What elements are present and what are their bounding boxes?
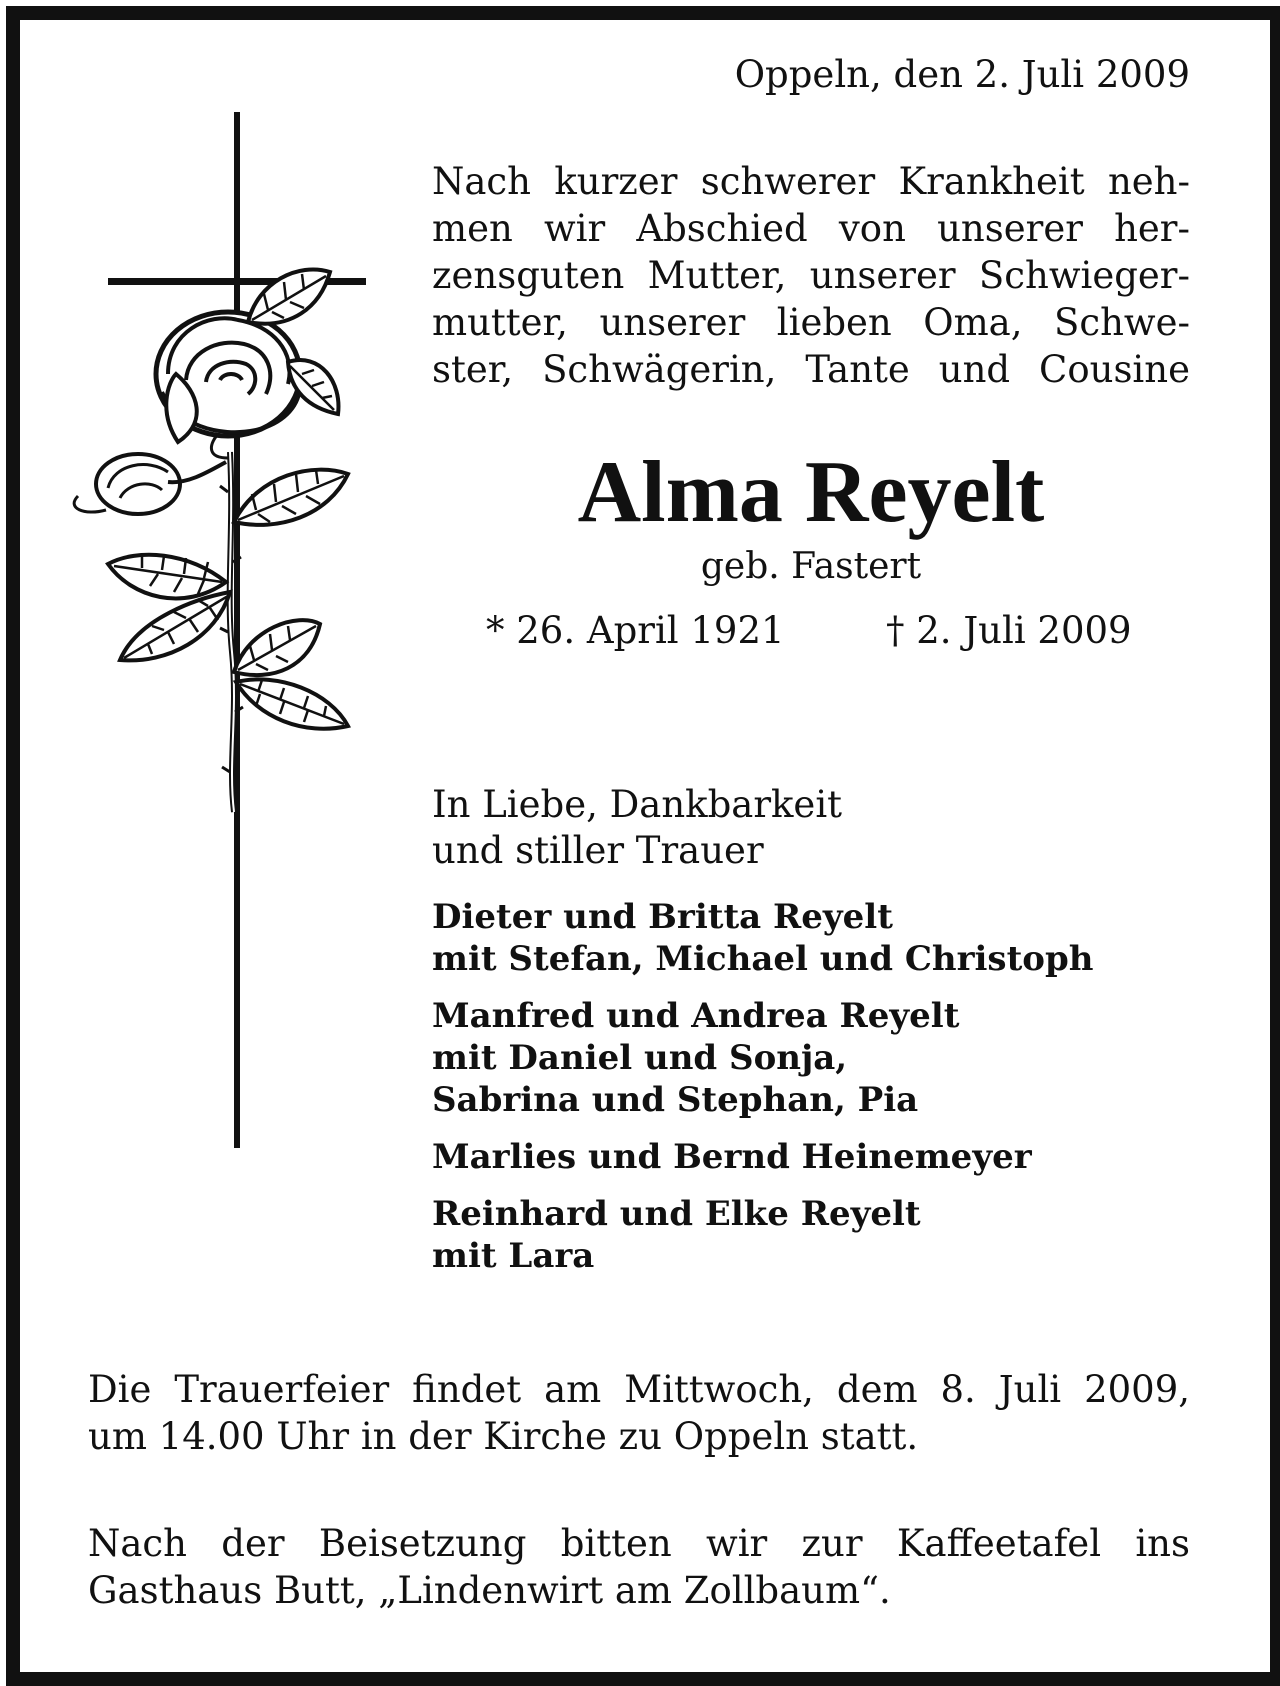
intro-line: Nach kurzer schwerer Krankheit neh-	[432, 160, 1190, 203]
mourner-line: Reinhard und Elke Reyelt	[432, 1194, 921, 1234]
service-info	[88, 1366, 1190, 1460]
reception-info	[88, 1520, 1190, 1614]
mourner-group	[432, 1136, 1093, 1178]
intro-line: mutter, unserer lieben Oma, Schwe-	[432, 301, 1190, 344]
death-date: † 2. Juli 2009	[886, 609, 1132, 652]
mourner-line: Manfred und Andrea Reyelt	[432, 996, 960, 1036]
rose-icon	[74, 269, 348, 812]
closing-text	[432, 782, 842, 874]
mourner-line: Sabrina und Stephan, Pia	[432, 1080, 919, 1120]
birth-date: * 26. April 1921	[486, 609, 785, 652]
mourner-group	[432, 896, 1093, 980]
mourner-group	[432, 995, 1093, 1121]
deceased-name: Alma Reyelt	[577, 444, 1045, 541]
closing-line: In Liebe, Dankbarkeit	[432, 783, 843, 826]
intro-line: men wir Abschied von unserer her-	[432, 207, 1190, 250]
place-and-date: Oppeln, den 2. Juli 2009	[734, 53, 1190, 96]
mourner-line: mit Stefan, Michael und Christoph	[432, 939, 1094, 979]
cross-rose-illustration	[58, 112, 378, 1148]
intro-text	[432, 158, 1190, 393]
maiden-name: geb. Fastert	[700, 546, 922, 587]
mourner-line: Dieter und Britta Reyelt	[432, 897, 893, 937]
mourner-line: Marlies und Bernd Heinemeyer	[432, 1137, 1032, 1177]
closing-line: und stiller Trauer	[432, 829, 764, 872]
mourner-line: mit Daniel und Sonja,	[432, 1038, 848, 1078]
service-line: um 14.00 Uhr in der Kirche zu Oppeln statt.	[88, 1415, 919, 1458]
reception-line: Gasthaus Butt, „Lindenwirt am Zollbaum“.	[88, 1569, 891, 1612]
intro-line: zensguten Mutter, unserer Schwieger-	[432, 254, 1190, 297]
intro-line: ster, Schwägerin, Tante und Cousine	[432, 348, 1190, 391]
mourners-list	[432, 896, 1093, 1292]
reception-line: Nach der Beisetzung bitten wir zur Kaffeetafel ins	[88, 1522, 1190, 1565]
mourner-group	[432, 1193, 1093, 1277]
service-line: Die Trauerfeier findet am Mittwoch, dem 8. Juli 2009,	[88, 1368, 1190, 1411]
mourner-line: mit Lara	[432, 1236, 595, 1276]
